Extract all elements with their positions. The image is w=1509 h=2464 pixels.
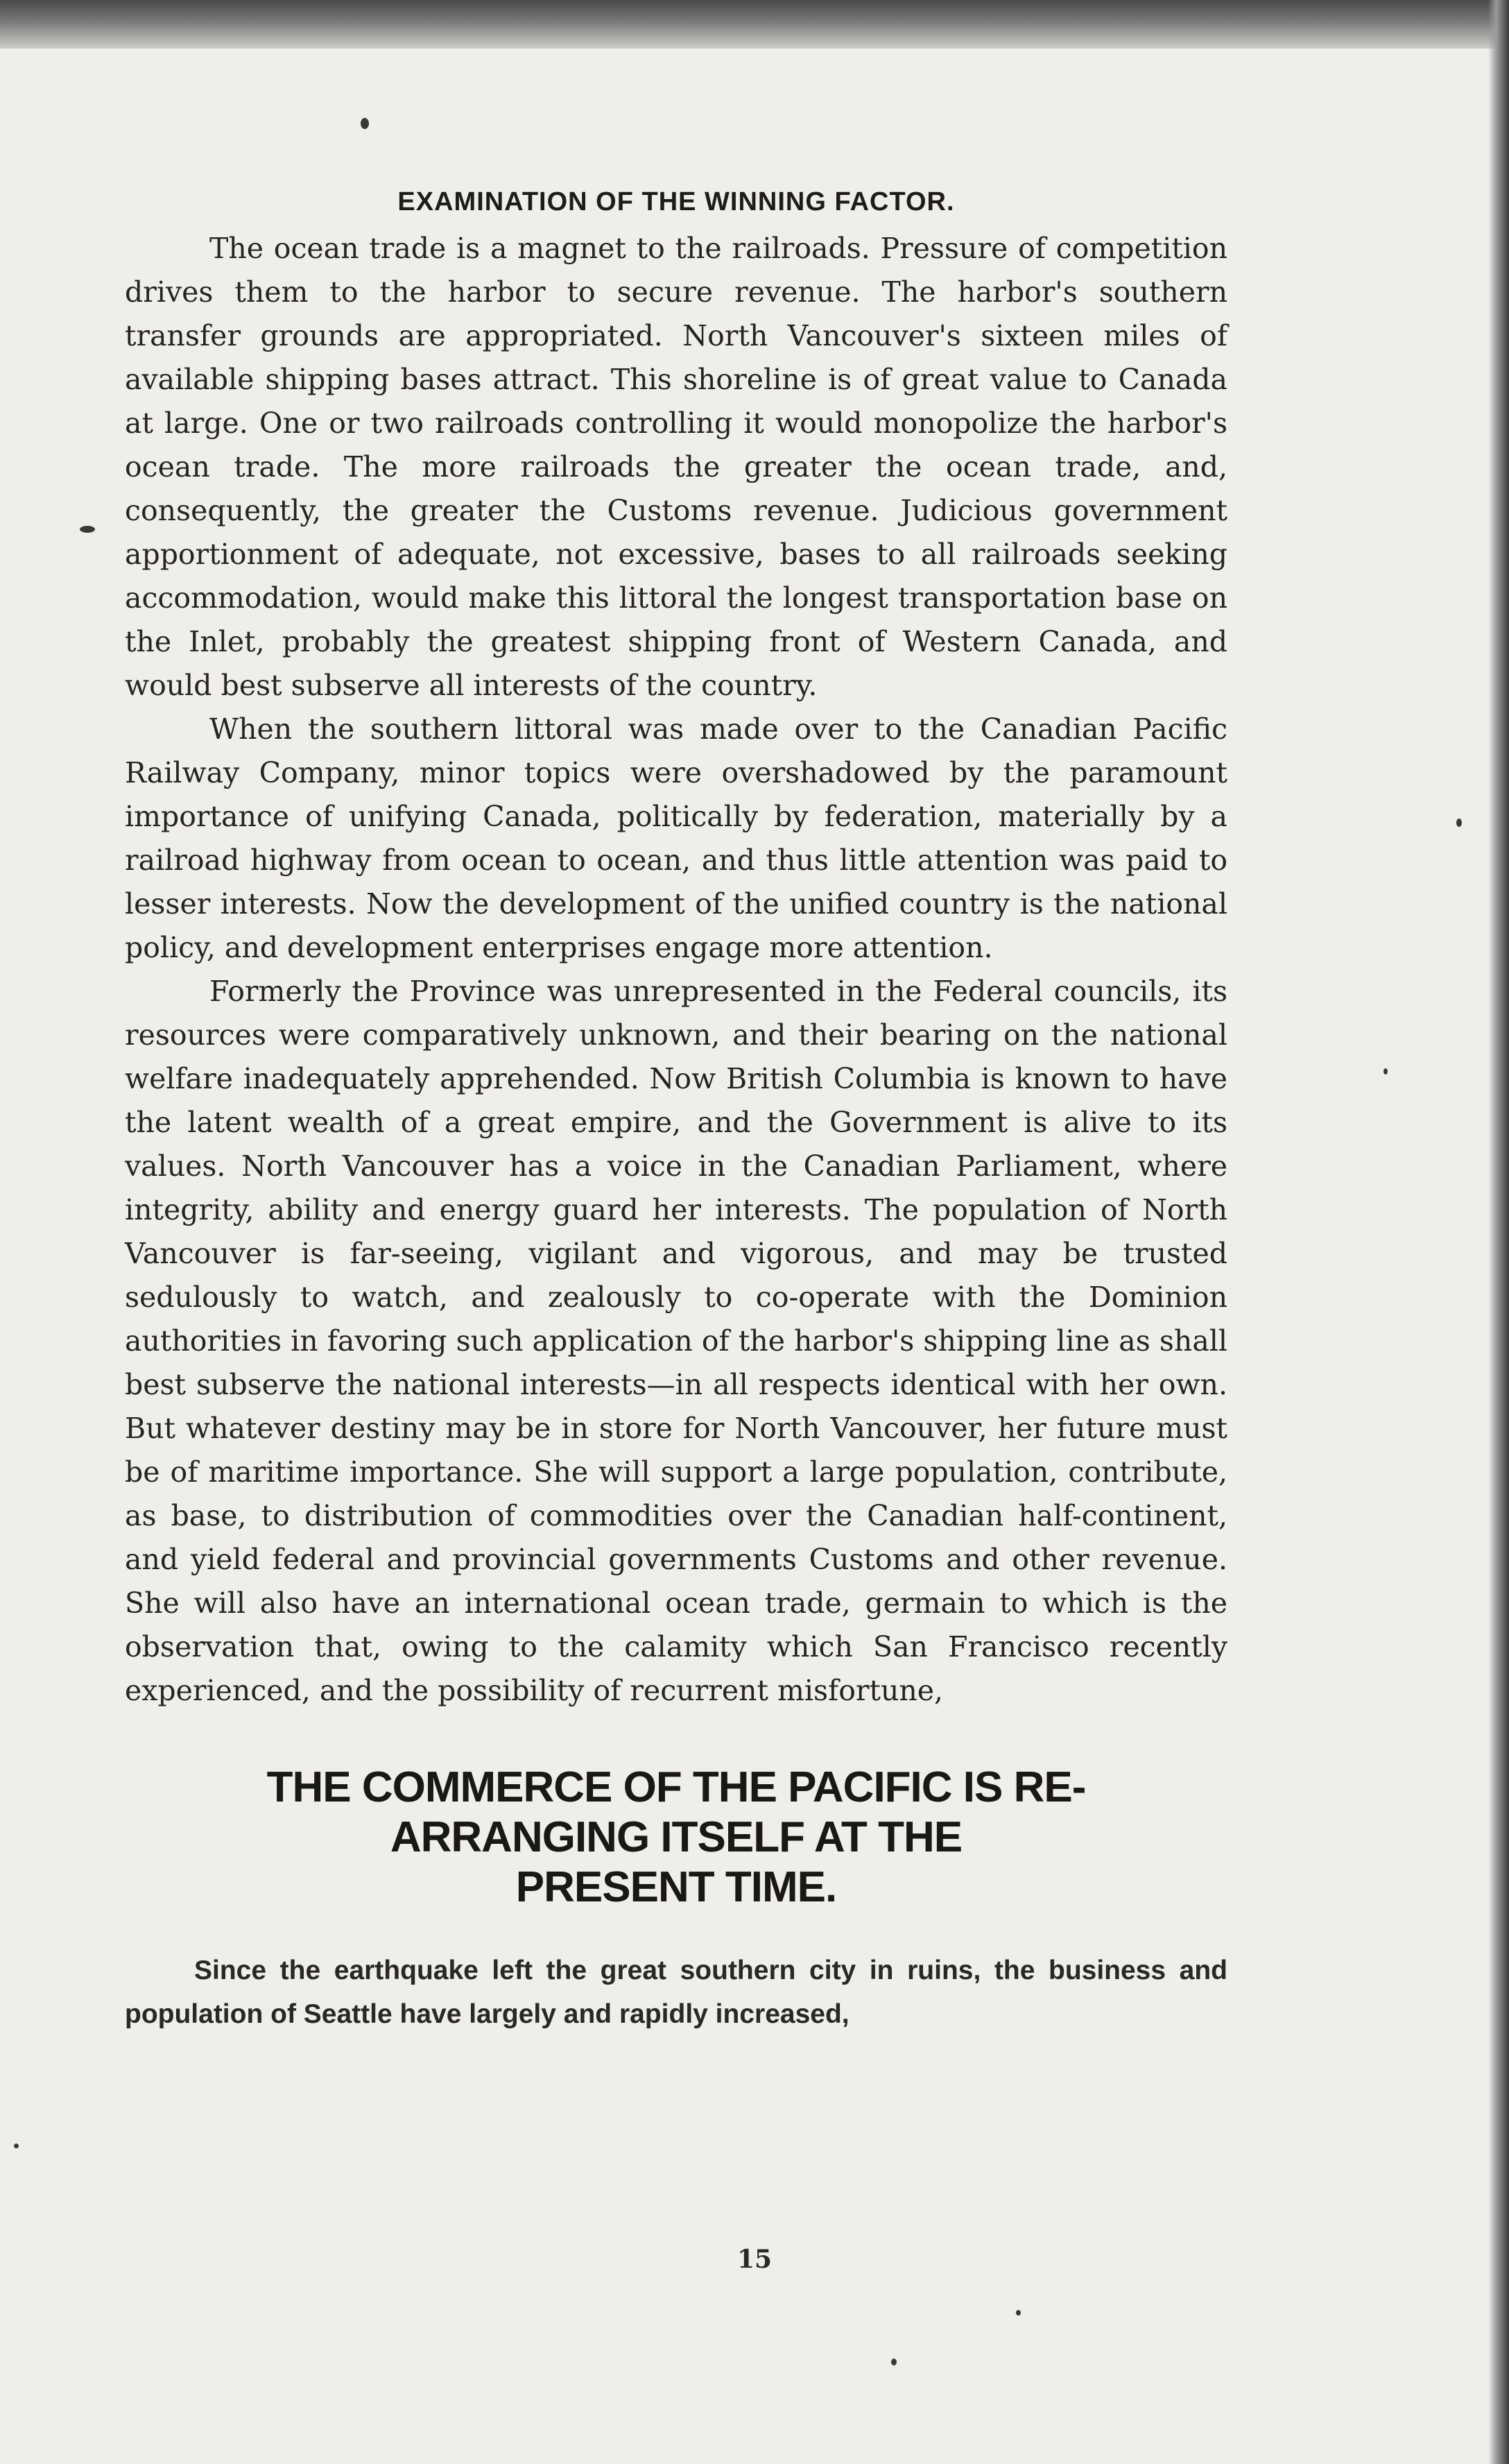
section-heading: EXAMINATION OF THE WINNING FACTOR. [397,187,955,216]
chapter-heading-line: THE COMMERCE OF THE PACIFIC IS RE- [266,1763,1086,1811]
print-speck [1016,2310,1021,2316]
paragraph: The ocean trade is a magnet to the railroads. Pressure of competition drives them to the harbor to secure revenue. The harbor's southern transfer grounds are appropriated. North Vancouver's sixteen miles of available shipping bases attract. This shoreline is of great value to Canada at large. One or two railroads controlling it would monopolize the harbor's ocean trade. The more railroads the greater the ocean trade, and, consequently, the greater the Customs revenue. Judicious government apportionment of adequate, not excessive, bases to all railroads seeking accommodation, would make this littoral the longest transportation base on the Inlet, probably the greatest shipping front of Western Canada, and would best subserve all interests of the country. [125,232,1227,702]
chapter-heading-line: ARRANGING ITSELF AT THE [390,1813,963,1861]
chapter-heading [153,1763,1200,1913]
print-speck [361,118,369,129]
page-body [125,187,1227,2036]
scan-right-edge [1488,0,1509,2464]
scan-top-edge [0,0,1509,49]
paragraph: When the southern littoral was made over to the Canadian Pacific Railway Company, minor topics were overshadowed by the paramount importance of unifying Canada, politically by federation, materially by a railroad highway from ocean to ocean, and thus little attention was paid to lesser interests. Now the development of the unified country is the national policy, and development enterprises engage more attention. [125,712,1227,964]
print-speck [80,526,95,533]
print-speck [891,2359,897,2365]
chapter-heading-line: PRESENT TIME. [515,1863,837,1911]
lead-paragraph: Since the earthquake left the great southern city in ruins, the business and population of Seattle have largely and rapidly increased, [125,1956,1227,2029]
page-number: 15 [736,2245,773,2274]
paragraph: Formerly the Province was unrepresented in the Federal councils, its resources were comparatively unknown, and their bearing on the national welfare inadequately apprehended. Now British Columbia is known to have the latent wealth of a great empire, and the Government is alive to its values. North Vancouver has a voice in the Canadian Parliament, where integrity, ability and energy guard her interests. The population of North Vancouver is far-seeing, vigilant and vigorous, and may be trusted sedulously to watch, and zealously to co-operate with the Dominion authorities in favoring such application of the harbor's shipping line as shall best subserve the national interests—in all respects identical with her own. But whatever destiny may be in store for North Vancouver, her future must be of maritime importance. She will support a large population, contribute, as base, to distribution of commodities over the Canadian half-continent, and yield federal and provincial governments Customs and other revenue. She will also have an international ocean trade, germain to which is the observation that, owing to the calamity which San Francisco recently experienced, and the possibility of recurrent misfortune, [125,975,1227,1707]
print-speck [14,2144,19,2148]
print-speck [1383,1068,1388,1075]
print-speck [1456,819,1462,827]
